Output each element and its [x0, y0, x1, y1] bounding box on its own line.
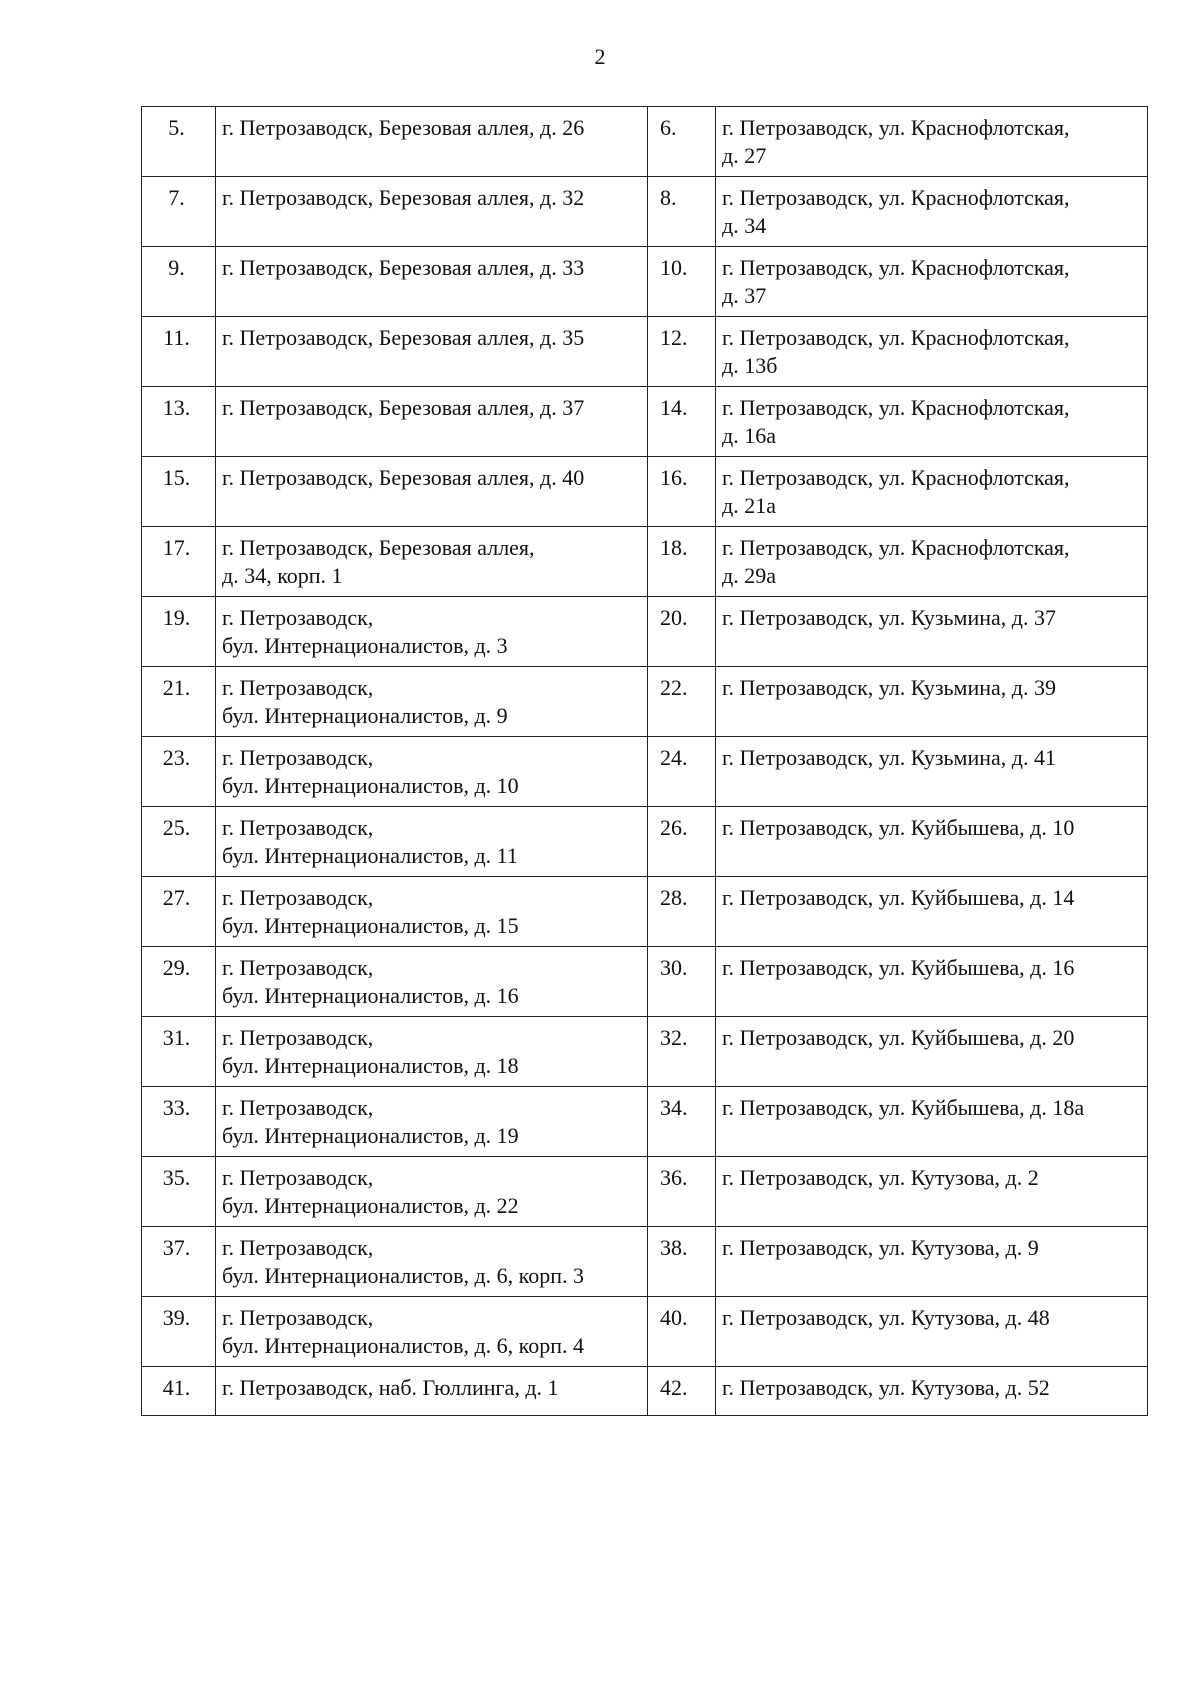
address-left: г. Петрозаводск, Березовая аллея, д. 35: [216, 317, 648, 387]
address-left: г. Петрозаводск, бул. Интернационалистов, д. 19: [216, 1087, 648, 1157]
address-right: г. Петрозаводск, ул. Краснофлотская, д. 37: [716, 247, 1148, 317]
address-left: г. Петрозаводск, бул. Интернационалистов, д. 10: [216, 737, 648, 807]
table-row: [142, 1297, 1148, 1367]
address-left: г. Петрозаводск, бул. Интернационалистов, д. 11: [216, 807, 648, 877]
address-left: г. Петрозаводск, Березовая аллея, д. 34, корп. 1: [216, 527, 648, 597]
row-number-right: 10.: [648, 247, 716, 317]
row-number-right: 40.: [648, 1297, 716, 1367]
address-left: г. Петрозаводск, Березовая аллея, д. 37: [216, 387, 648, 457]
row-number-left: 11.: [142, 317, 216, 387]
row-number-right: 32.: [648, 1017, 716, 1087]
address-right: г. Петрозаводск, ул. Краснофлотская, д. 13б: [716, 317, 1148, 387]
table-row: [142, 177, 1148, 247]
address-table-body: [142, 107, 1148, 1416]
address-left: г. Петрозаводск, Березовая аллея, д. 32: [216, 177, 648, 247]
address-left: г. Петрозаводск, бул. Интернационалистов, д. 3: [216, 597, 648, 667]
table-row: [142, 737, 1148, 807]
table-row: [142, 387, 1148, 457]
address-left: г. Петрозаводск, Березовая аллея, д. 33: [216, 247, 648, 317]
row-number-right: 42.: [648, 1367, 716, 1416]
address-left: г. Петрозаводск, бул. Интернационалистов, д. 22: [216, 1157, 648, 1227]
address-right: г. Петрозаводск, ул. Краснофлотская, д. 16а: [716, 387, 1148, 457]
row-number-left: 31.: [142, 1017, 216, 1087]
row-number-right: 26.: [648, 807, 716, 877]
row-number-right: 36.: [648, 1157, 716, 1227]
table-row: [142, 527, 1148, 597]
table-row: [142, 667, 1148, 737]
address-right: г. Петрозаводск, ул. Кутузова, д. 52: [716, 1367, 1148, 1416]
address-right: г. Петрозаводск, ул. Куйбышева, д. 18а: [716, 1087, 1148, 1157]
row-number-left: 21.: [142, 667, 216, 737]
table-row: [142, 877, 1148, 947]
table-row: [142, 597, 1148, 667]
row-number-left: 23.: [142, 737, 216, 807]
row-number-left: 19.: [142, 597, 216, 667]
table-row: [142, 947, 1148, 1017]
address-right: г. Петрозаводск, ул. Краснофлотская, д. 34: [716, 177, 1148, 247]
address-left: г. Петрозаводск, бул. Интернационалистов, д. 18: [216, 1017, 648, 1087]
address-left: г. Петрозаводск, бул. Интернационалистов, д. 9: [216, 667, 648, 737]
address-right: г. Петрозаводск, ул. Куйбышева, д. 14: [716, 877, 1148, 947]
address-right: г. Петрозаводск, ул. Кутузова, д. 48: [716, 1297, 1148, 1367]
table-row: [142, 247, 1148, 317]
address-left: г. Петрозаводск, бул. Интернационалистов, д. 6, корп. 4: [216, 1297, 648, 1367]
table-row: [142, 1157, 1148, 1227]
row-number-left: 9.: [142, 247, 216, 317]
address-right: г. Петрозаводск, ул. Куйбышева, д. 10: [716, 807, 1148, 877]
row-number-right: 24.: [648, 737, 716, 807]
table-row: [142, 807, 1148, 877]
address-right: г. Петрозаводск, ул. Краснофлотская, д. 29а: [716, 527, 1148, 597]
address-right: г. Петрозаводск, ул. Кузьмина, д. 39: [716, 667, 1148, 737]
table-row: [142, 1087, 1148, 1157]
address-right: г. Петрозаводск, ул. Кузьмина, д. 37: [716, 597, 1148, 667]
row-number-right: 22.: [648, 667, 716, 737]
row-number-left: 37.: [142, 1227, 216, 1297]
row-number-right: 30.: [648, 947, 716, 1017]
address-table: [141, 106, 1148, 1416]
row-number-left: 13.: [142, 387, 216, 457]
address-left: г. Петрозаводск, Березовая аллея, д. 26: [216, 107, 648, 177]
row-number-left: 33.: [142, 1087, 216, 1157]
row-number-right: 18.: [648, 527, 716, 597]
row-number-left: 39.: [142, 1297, 216, 1367]
address-right: г. Петрозаводск, ул. Кутузова, д. 2: [716, 1157, 1148, 1227]
table-row: [142, 457, 1148, 527]
address-right: г. Петрозаводск, ул. Краснофлотская, д. 21а: [716, 457, 1148, 527]
row-number-right: 8.: [648, 177, 716, 247]
table-row: [142, 317, 1148, 387]
row-number-left: 15.: [142, 457, 216, 527]
page-number: 2: [594, 44, 606, 69]
row-number-left: 17.: [142, 527, 216, 597]
row-number-left: 29.: [142, 947, 216, 1017]
row-number-left: 35.: [142, 1157, 216, 1227]
row-number-right: 28.: [648, 877, 716, 947]
table-row: [142, 1227, 1148, 1297]
address-right: г. Петрозаводск, ул. Кутузова, д. 9: [716, 1227, 1148, 1297]
row-number-right: 12.: [648, 317, 716, 387]
row-number-left: 5.: [142, 107, 216, 177]
address-right: г. Петрозаводск, ул. Кузьмина, д. 41: [716, 737, 1148, 807]
table-row: [142, 1367, 1148, 1416]
row-number-right: 16.: [648, 457, 716, 527]
row-number-right: 38.: [648, 1227, 716, 1297]
address-left: г. Петрозаводск, наб. Гюллинга, д. 1: [216, 1367, 648, 1416]
table-row: [142, 107, 1148, 177]
address-right: г. Петрозаводск, ул. Краснофлотская, д. 27: [716, 107, 1148, 177]
address-right: г. Петрозаводск, ул. Куйбышева, д. 16: [716, 947, 1148, 1017]
address-left: г. Петрозаводск, бул. Интернационалистов, д. 16: [216, 947, 648, 1017]
row-number-right: 34.: [648, 1087, 716, 1157]
address-left: г. Петрозаводск, бул. Интернационалистов, д. 6, корп. 3: [216, 1227, 648, 1297]
address-right: г. Петрозаводск, ул. Куйбышева, д. 20: [716, 1017, 1148, 1087]
row-number-left: 7.: [142, 177, 216, 247]
row-number-left: 27.: [142, 877, 216, 947]
table-row: [142, 1017, 1148, 1087]
address-left: г. Петрозаводск, Березовая аллея, д. 40: [216, 457, 648, 527]
row-number-left: 41.: [142, 1367, 216, 1416]
address-left: г. Петрозаводск, бул. Интернационалистов, д. 15: [216, 877, 648, 947]
row-number-right: 14.: [648, 387, 716, 457]
row-number-right: 20.: [648, 597, 716, 667]
row-number-left: 25.: [142, 807, 216, 877]
row-number-right: 6.: [648, 107, 716, 177]
